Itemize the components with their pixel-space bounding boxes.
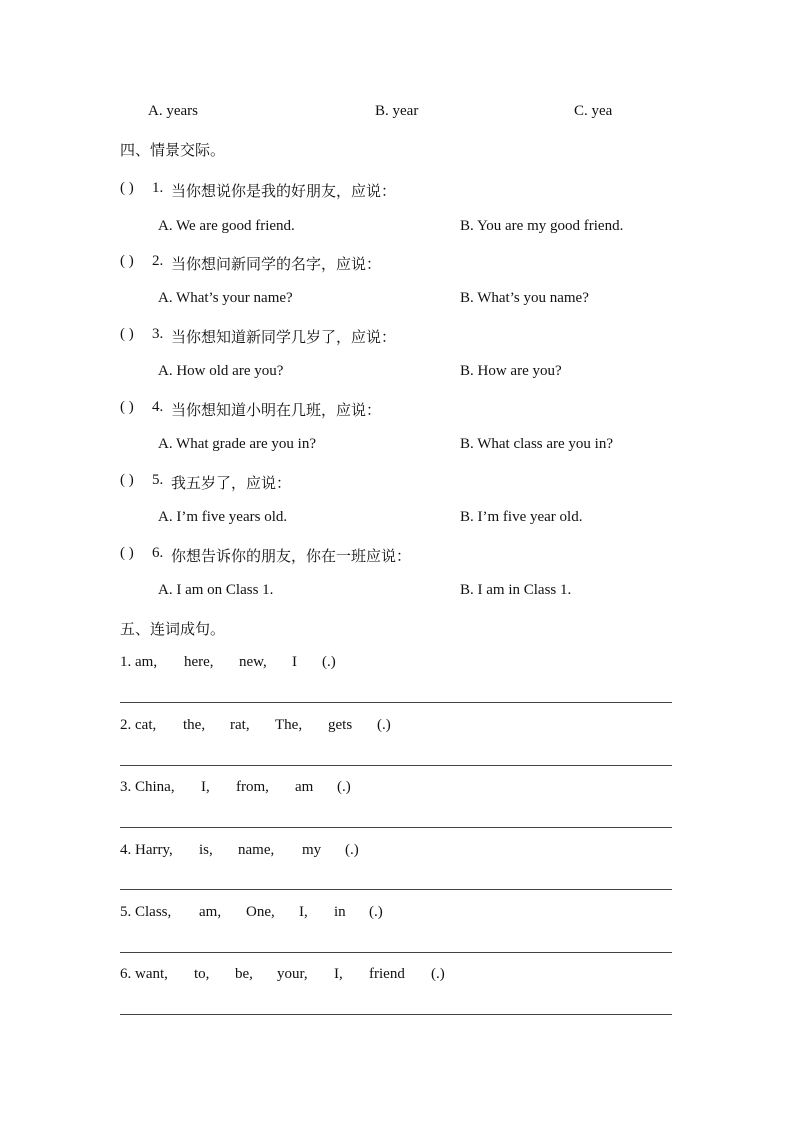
choice-a: A. I am on Class 1. <box>158 582 274 598</box>
choice-b: B. What class are you in? <box>460 436 614 452</box>
question-prompt: 当你想知道新同学几岁了，应说： <box>171 328 397 346</box>
choice-b: B. What’s you name? <box>460 290 589 306</box>
word-token: be, <box>235 966 253 982</box>
word-token: I <box>292 654 297 670</box>
word-token: am <box>295 779 314 795</box>
answer-blank[interactable]: ( ) <box>120 253 134 269</box>
answer-line[interactable] <box>120 702 672 703</box>
word-token: to, <box>194 966 210 982</box>
choice-b: B. I am in Class 1. <box>460 582 572 598</box>
answer-blank[interactable]: ( ) <box>120 180 134 196</box>
word-token: friend <box>369 966 405 982</box>
choice-a: A. I’m five years old. <box>158 509 288 525</box>
word-token: (.) <box>431 966 445 982</box>
word-token: (.) <box>369 904 383 920</box>
option-b: B. year <box>375 103 419 119</box>
word-token: my <box>302 842 322 858</box>
question-prompt: 当你想说你是我的好朋友，应说： <box>171 182 397 200</box>
choice-a: A. What’s your name? <box>158 290 293 306</box>
word-token: new, <box>239 654 267 670</box>
word-token: I, <box>334 966 343 982</box>
answer-line[interactable] <box>120 889 672 890</box>
question-number: 3. <box>152 326 164 342</box>
option-c: C. yea <box>574 103 613 119</box>
word-token: 3. China, <box>120 779 175 795</box>
answer-line[interactable] <box>120 1014 672 1015</box>
word-token: name, <box>238 842 275 858</box>
word-token: The, <box>275 717 303 733</box>
word-token: 4. Harry, <box>120 842 173 858</box>
question-prompt: 我五岁了，应说： <box>171 474 292 492</box>
question-number: 1. <box>152 180 164 196</box>
question-prompt: 你想告诉你的朋友，你在一班应说： <box>171 547 412 565</box>
question-number: 5. <box>152 472 164 488</box>
word-token: in <box>334 904 346 920</box>
word-token: I, <box>201 779 210 795</box>
question-number: 2. <box>152 253 164 269</box>
question-number: 4. <box>152 399 164 415</box>
word-token: 2. cat, <box>120 717 157 733</box>
choice-a: A. What grade are you in? <box>158 436 316 452</box>
question-prompt: 当你想知道小明在几班，应说： <box>171 401 382 419</box>
word-token: am, <box>199 904 222 920</box>
answer-blank[interactable]: ( ) <box>120 326 134 342</box>
answer-line[interactable] <box>120 952 672 953</box>
word-token: 6. want, <box>120 966 168 982</box>
section5-title: 五、连词成句。 <box>120 620 226 638</box>
word-token: (.) <box>345 842 359 858</box>
answer-blank[interactable]: ( ) <box>120 545 134 561</box>
choice-a: A. How old are you? <box>158 363 284 379</box>
word-token: here, <box>184 654 214 670</box>
question-number: 6. <box>152 545 164 561</box>
option-a: A. years <box>148 103 198 119</box>
answer-line[interactable] <box>120 827 672 828</box>
section4-title: 四、情景交际。 <box>120 141 226 159</box>
word-token: rat, <box>230 717 250 733</box>
word-token: One, <box>246 904 275 920</box>
word-token: from, <box>236 779 269 795</box>
choice-b: B. How are you? <box>460 363 562 379</box>
question-prompt: 当你想问新同学的名字，应说： <box>171 255 382 273</box>
choice-b: B. You are my good friend. <box>460 218 624 234</box>
word-token: the, <box>183 717 206 733</box>
word-token: gets <box>328 717 353 733</box>
word-token: 1. am, <box>120 654 158 670</box>
word-token: (.) <box>322 654 336 670</box>
word-token: 5. Class, <box>120 904 172 920</box>
word-token: (.) <box>377 717 391 733</box>
answer-blank[interactable]: ( ) <box>120 399 134 415</box>
word-token: is, <box>199 842 213 858</box>
word-token: (.) <box>337 779 351 795</box>
choice-a: A. We are good friend. <box>158 218 295 234</box>
answer-blank[interactable]: ( ) <box>120 472 134 488</box>
choice-b: B. I’m five year old. <box>460 509 583 525</box>
word-token: I, <box>299 904 308 920</box>
word-token: your, <box>277 966 308 982</box>
answer-line[interactable] <box>120 765 672 766</box>
